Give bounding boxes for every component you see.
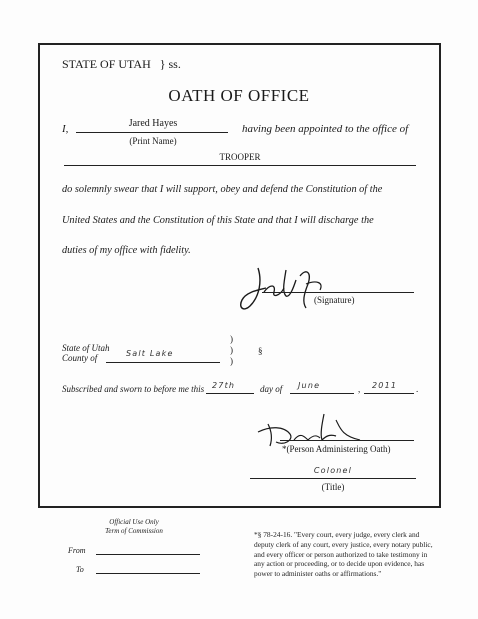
- county-line: [106, 362, 220, 363]
- statute-line-3: and every officer or person authorized to take testimony in: [254, 549, 428, 559]
- venue-bracket-2: ): [230, 345, 233, 355]
- administrator-title: Colonel: [313, 466, 353, 475]
- print-name-line: [76, 132, 228, 133]
- venue-county-label: County of: [62, 353, 98, 363]
- month-value: June: [298, 381, 321, 390]
- statute-footnote: [254, 530, 433, 579]
- office-line: [64, 165, 416, 166]
- month-line: [290, 393, 354, 394]
- statute-line-5: power to administer oaths or affirmations.": [254, 569, 382, 579]
- venue-bracket-1: ): [230, 334, 233, 344]
- subscribed-text: Subscribed and sworn to before me this: [62, 384, 205, 394]
- state-brace: } ss.: [159, 57, 181, 71]
- statute-line-4: any action or proceeding, or to decide upon evidence, has: [254, 559, 425, 569]
- venue-state: State of Utah: [62, 343, 110, 353]
- administrator-line: [280, 440, 414, 441]
- venue-bracket-3: ): [230, 356, 233, 366]
- oath-line-2: United States and the Constitution of this State and that I will discharge the: [62, 215, 374, 226]
- administering-label: *(Person Administering Oath): [282, 444, 391, 454]
- official-use-label: Official Use Only: [109, 518, 159, 526]
- venue-section-symbol: §: [258, 346, 263, 356]
- venue-county: Salt Lake: [126, 349, 174, 358]
- statute-line-2: deputy clerk of any court, every justice, every notary public,: [254, 539, 433, 549]
- day-of-label: day of: [260, 384, 283, 394]
- signature-line: [262, 292, 414, 293]
- year-line: [364, 393, 414, 394]
- year-comma: ,: [358, 384, 361, 394]
- day-line: [206, 393, 254, 394]
- state-heading: [62, 57, 181, 72]
- term-of-commission-label: Term of Commission: [105, 527, 163, 535]
- title-label: (Title): [321, 482, 345, 492]
- i-label: I,: [62, 123, 69, 135]
- officer-name: Jared Hayes: [128, 118, 178, 129]
- print-name-label: (Print Name): [129, 136, 177, 146]
- to-label: To: [76, 565, 84, 574]
- oath-line-3: duties of my office with fidelity.: [62, 245, 191, 256]
- office-title: TROOPER: [219, 152, 261, 162]
- appointed-text: having been appointed to the office of: [242, 123, 409, 135]
- year-period: .: [416, 384, 419, 394]
- title-line: [250, 478, 416, 479]
- day-value: 27th: [212, 381, 236, 390]
- year-value: 2011: [372, 381, 398, 390]
- statute-line-1: *§ 78-24-16. "Every court, every judge, every clerk and: [254, 530, 420, 539]
- from-label: From: [68, 546, 86, 555]
- form-title: OATH OF OFFICE: [168, 86, 310, 105]
- to-line: [96, 573, 200, 574]
- oath-line-1: do solemnly swear that I will support, obey and defend the Constitution of the: [62, 184, 383, 195]
- state-name: STATE OF UTAH: [62, 57, 151, 71]
- from-line: [96, 554, 200, 555]
- signature-label: (Signature): [314, 295, 355, 305]
